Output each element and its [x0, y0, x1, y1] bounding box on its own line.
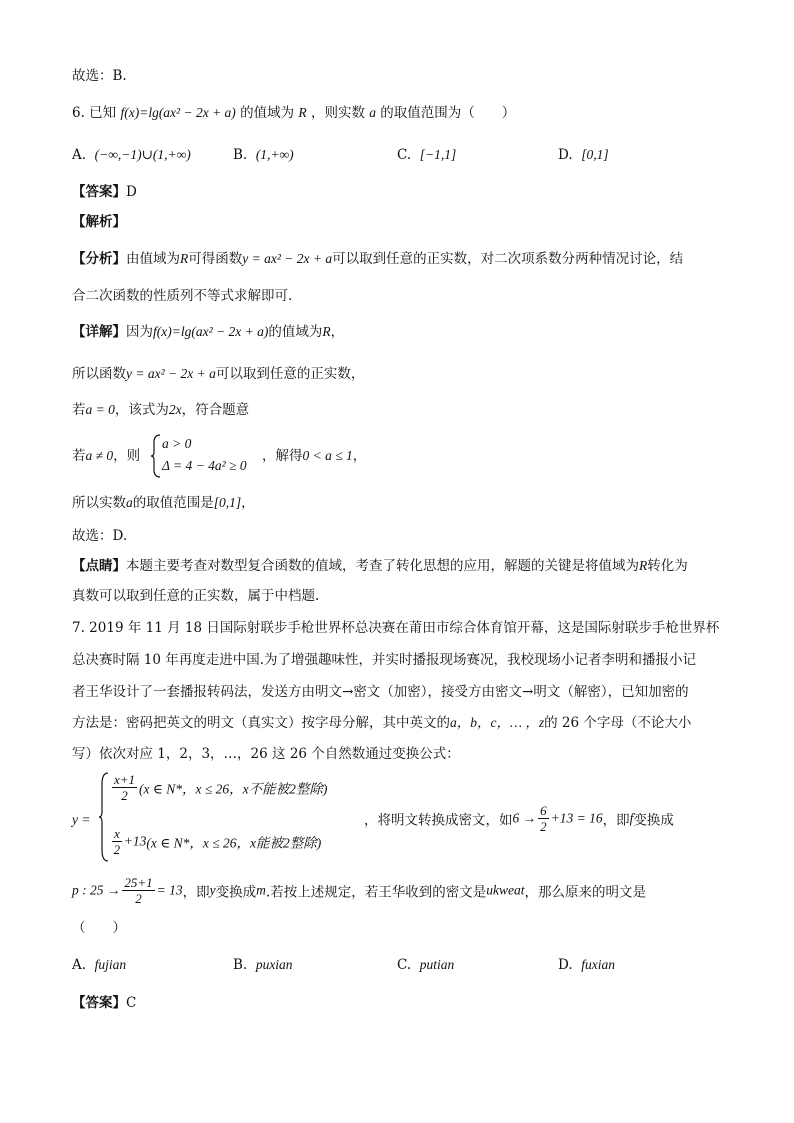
q6-dianjing-line1: 【点睛】本题主要考查对数型复合函数的值域，考查了转化思想的应用，解题的关键是将值域为R转化为 [72, 558, 688, 574]
piecewise-tail: ，将明文转换成密文，如6 → $\frac{6}{2}$ +13 = 16，即f变换成 [364, 803, 674, 834]
q7-line2: 总决赛时隔 10 年再度走进中国.为了增强趣味性，并实时播报现场赛况，我校现场小记者李明和播报小记 [72, 652, 697, 668]
piecewise-y: y = [72, 812, 91, 827]
q6-option-d: D. [0,1] [558, 147, 609, 163]
q6-xiangjie-line5: 所以实数a的取值范围是[0,1]， [72, 495, 255, 511]
q6-xiangjie-line4: 若a ≠ 0，则 [72, 448, 141, 464]
q7-p-line: p : 25 → $\frac{25+1}{2}$ = 13，即y变换成m.若按上述规定，若王华收到的密文是ukweat，那么原来的明文是 [72, 875, 646, 906]
q7-answer [72, 993, 136, 1013]
q7-line3: 者王华设计了一套播报转码法，发送方由明文→密文（加密），接受方由密文→明文（解密），已知加密的 [72, 684, 689, 700]
q7-option-c: C. putian [397, 957, 455, 973]
q6-xiangjie-line4-tail: ，解得0 < a ≤ 1， [262, 448, 367, 464]
piecewise-brace [98, 772, 110, 862]
system-cond1: a > 0 [162, 436, 192, 451]
system-cond2: Δ = 4 − 4a² ≥ 0 [162, 458, 247, 473]
q6-text2: ，则实数 [310, 105, 365, 121]
q7-option-d: D. fuxian [558, 957, 615, 973]
q6-fenxi-line2: 合二次函数的性质列不等式求解即可. [72, 288, 293, 304]
q7-line4: 方法是：密码把英文的明文（真实文）按字母分解，其中英文的a，b，c，… ，z的 26 个字母（不论大小 [72, 715, 692, 731]
q6-option-a: A. (−∞,−1)∪(1,+∞) [72, 147, 191, 163]
answer-value: C [126, 995, 137, 1011]
answer-tag: 【答案】 [72, 995, 126, 1011]
answer-tag: 【答案】 [72, 184, 126, 200]
q6-function: f(x)=lg(ax² − 2x + a) [120, 105, 236, 120]
prev-answer-line: 故选：B. [72, 68, 127, 84]
q6-xiangjie-line3: 若a = 0，该式为2x，符合题意 [72, 402, 250, 418]
q6-xiangjie-line2: 所以函数y = ax² − 2x + a可以取到任意的正实数， [72, 366, 365, 382]
q7-option-a: A. fujian [72, 957, 127, 973]
q7-option-b: B. puxian [233, 957, 293, 973]
q6-analysis-tag: 【解析】 [72, 214, 126, 230]
q6-fenxi-line1: 【分析】由值域为R可得函数y = ax² − 2x + a可以取到任意的正实数，对二次项系数分两种情况讨论，结 [72, 251, 684, 267]
system-brace [150, 434, 162, 478]
q6-text: 的值域为 [240, 105, 295, 121]
q7-paren: （ ） [72, 920, 126, 936]
q6-option-c: C. [−1,1] [397, 147, 457, 163]
q6-answer [72, 182, 137, 202]
q6-number: 6. 已知 [72, 105, 117, 121]
piecewise-case2: $\frac{x}{2}$ +13(x ∈ N*，x ≤ 26，x能被2整除) [113, 826, 322, 857]
q6-text3: 的取值范围为（ ） [380, 105, 516, 121]
answer-value: D [126, 184, 137, 200]
q6-R: R [298, 105, 307, 120]
q6-xiangjie-line1: 【详解】因为f(x)=lg(ax² − 2x + a)的值域为R， [72, 324, 345, 340]
q6-option-b: B. (1,+∞) [233, 147, 294, 163]
q6-dianjing-line2: 真数可以取到任意的正实数，属于中档题. [72, 588, 320, 604]
q6-a: a [369, 105, 376, 120]
piecewise-case1: $\frac{x+1}{2}$ (x ∈ N*，x ≤ 26，x不能被2整除) [114, 772, 328, 803]
q6-stem [72, 103, 515, 123]
q7-line5: 写）依次对应 1，2，3，…，26 这 26 个自然数通过变换公式： [72, 746, 460, 762]
q7-line1: 7. 2019 年 11 月 18 日国际射联步手枪世界杯总决赛在莆田市综合体育馆开幕，这是国际射联步手枪世界杯 [72, 620, 720, 636]
q6-xiangjie-line6: 故选：D. [72, 528, 128, 544]
